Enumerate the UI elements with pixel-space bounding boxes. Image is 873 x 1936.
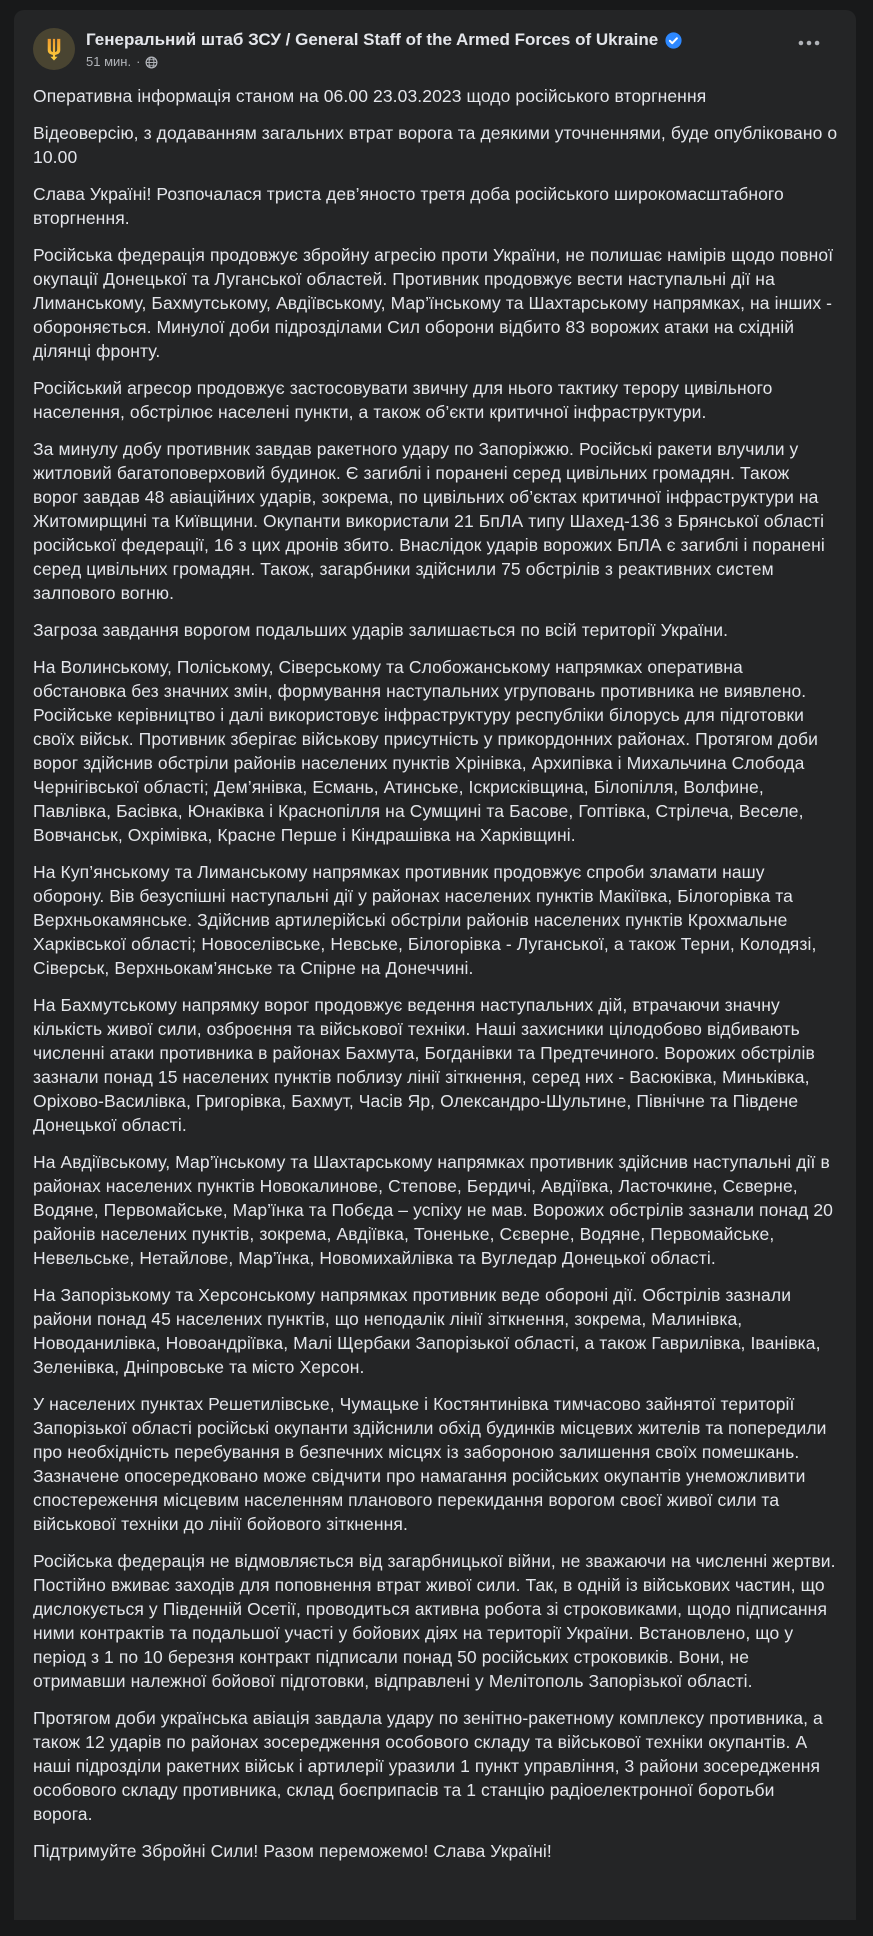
post-paragraph: Відеоверсію, з додаванням загальних втрат ворога та деякими уточненнями, буде опубліковано о 10.00 xyxy=(33,123,838,167)
post-paragraph: Слава Україні! Розпочалася триста дев’яносто третя доба російського широкомасштабного вторгнення. xyxy=(33,184,784,228)
post-paragraph: На Волинському, Поліському, Сіверському та Слобожанському напрямках оперативна обстановка без значних змін, формування наступальних угруповань противника не виявлено. Російське керівництво і далі використовує інфраструктуру республіки білорусь для підготовки своїх військ. Противник зберігає військову присутність у прикордонних районах. Протягом доби ворог здійснив обстріли районів населених пунктів Хрінівка, Архипівка і Михальчина Слобода Чернігівської області; Дем’янівка, Есмань, Атинське, Іскрисківщина, Білопілля, Волфине, Павлівка, Басівка, Юнаківка і Краснопілля на Сумщині та Басове, Гоптівка, Стрілеча, Веселе, Вовчанськ, Охрімівка, Красне Перше і Кіндрашівка на Харківщині. xyxy=(33,657,818,845)
post-header xyxy=(14,10,856,78)
post-paragraph: Оперативна інформація станом на 06.00 23.03.2023 щодо російського вторгнення xyxy=(33,86,707,106)
page-name-row xyxy=(86,29,792,50)
post-paragraph: Російський агресор продовжує застосовувати звичну для нього тактику терору цивільного населення, обстрілює населені пункти, а також об’єкти критичної інфраструктури. xyxy=(33,378,773,422)
page-name-link[interactable]: Генеральний штаб ЗСУ / General Staff of the Armed Forces of Ukraine xyxy=(86,30,659,49)
post-card xyxy=(14,10,856,1920)
post-paragraph: Протягом доби українська авіація завдала удару по зенітно-ракетному комплексу противника, а також 12 ударів по районах зосередження особового складу та військової техніки окупантів. А наші підрозділи ракетних військ і артилерії уразили 1 пункт управління, 3 райони зосередження особового складу противника, склад боєприпасів та 1 станцію радіоелектронної боротьби ворога. xyxy=(33,1708,823,1824)
post-paragraph: За минулу добу противник завдав ракетного удару по Запоріжжю. Російські ракети влучили у житловий багатоповерховий будинок. Є загиблі і поранені серед цивільних громадян. Також ворог завдав 48 авіаційних ударів, зокрема, по цивільних об’єктах критичної інфраструктури на Житомирщині та Київщини. Окупанти використали 21 БпЛА типу Шахед-136 з Брянської області російської федерації, 16 з цих дронів збито. Внаслідок ударів ворожих БпЛА є загиблі і поранені серед цивільних громадян. Також, загарбники здійснили 75 обстрілів з реактивних систем залпового вогню. xyxy=(33,439,825,603)
post-meta-row xyxy=(86,54,792,70)
ellipsis-icon xyxy=(798,40,820,46)
post-paragraph: У населених пунктах Решетилівське, Чумацьке і Костянтинівка тимчасово зайнятої території Запорізької області російські окупанти здійснили обхід будинків місцевих жителів та попередили про необхідність перебування в безпечних місцях із забороною залишення своїх помешкань. Зазначене опосередковано може свідчити про намагання російських окупантів унеможливити спостереження місцевим населенням планового перекидання ворогом своєї живої сили та військової техніки до лінії бойового зіткнення. xyxy=(33,1394,827,1534)
verified-badge-icon xyxy=(665,32,682,49)
post-paragraph: На Куп’янському та Лиманському напрямках противник продовжує спроби зламати нашу оборону. Вів безуспішні наступальні дії у районах населених пунктів Макіївка, Білогорівка та Верхньокамянське. Здійснив артилерійські обстріли районів населених пунктів Крохмальне Харківської області; Новоселівське, Невське, Білогорівка - Луганської, а також Терни, Колодязі, Сіверськ, Верхньокам’янське та Спірне на Донеччині. xyxy=(33,862,817,978)
post-paragraph: Підтримуйте Збройні Сили! Разом переможемо! Слава Україні! xyxy=(33,1841,552,1861)
post-paragraph: На Бахмутському напрямку ворог продовжує ведення наступальних дій, втрачаючи значну кількість живої сили, озброєння та військової техніки. Наші захисники цілодобово відбивають численні атаки противника в районах Бахмута, Богданівки та Предтечиного. Ворожих обстрілів зазнали понад 15 населених пунктів поблизу лінії зіткнення, серед них - Васюківка, Миньківка, Оріхово-Василівка, Григорівка, Бахмут, Часів Яр, Олександро-Шультине, Північне та Південе Донецької області. xyxy=(33,995,815,1135)
post-paragraph: На Запорізькому та Херсонському напрямках противник веде обороні дії. Обстрілів зазнали райони понад 45 населених пунктів, що неподалік лінії зіткнення, зокрема, Малинівка, Новоданилівка, Новоандріївка, Малі Щербаки Запорізької області, а також Гаврилівка, Іванівка, Зеленівка, Дніпровське та місто Херсон. xyxy=(33,1285,821,1377)
globe-privacy-icon xyxy=(145,56,158,69)
post-text xyxy=(14,78,856,1863)
post-header-text xyxy=(86,28,792,70)
post-paragraph: На Авдіївському, Мар’їнському та Шахтарському напрямках противник здійснив наступальні дії в районах населених пунктів Новокалинове, Степове, Бердичі, Авдіївка, Ласточкине, Сєверне, Водяне, Первомайське, Мар’їнка та Побєда – успіху не мав. Ворожих обстрілів зазнали понад 20 районів населених пунктів, зокрема, Авдіївка, Тоненьке, Сєверне, Водяне, Первомайське, Невельське, Нетайлове, Мар’їнка, Новомихайлівка та Вугледар Донецької області. xyxy=(33,1152,834,1268)
more-options-button[interactable] xyxy=(792,34,826,52)
ukrainian-trident-icon xyxy=(41,36,67,62)
timestamp[interactable]: 51 мин. xyxy=(86,54,132,69)
post-paragraph: Російська федерація продовжує збройну агресію проти України, не полишає намірів щодо повної окупації Донецької та Луганської областей. Противник продовжує вести наступальні дії на Лиманському, Бахмутському, Авдіївському, Мар’їнському та Шахтарському напрямках, на інших - обороняється. Минулої доби підрозділами Сил оборони відбито 83 ворожих атаки на східній ділянці фронту. xyxy=(33,245,834,361)
post-paragraph: Загроза завдання ворогом подальших ударів залишається по всій території України. xyxy=(33,620,729,640)
page-avatar[interactable] xyxy=(33,28,75,70)
post-paragraph: Російська федерація не відмовляється від загарбницької війни, не зважаючи на численні жертви. Постійно вживає заходів для поповнення втрат живої сили. Так, в одній із військових частин, що дислокується у Південній Осетії, проводиться активна робота зі строковиками, щодо підписання ними контрактів та подальшої участі у бойових діях на території України. Встановлено, що у період з 1 по 10 березня контракт підписали понад 50 російських строковиків. Вони, не отримавши належної бойової підготовки, відправлені у Мелітополь Запорізької області. xyxy=(33,1551,836,1691)
meta-separator: · xyxy=(136,54,141,69)
